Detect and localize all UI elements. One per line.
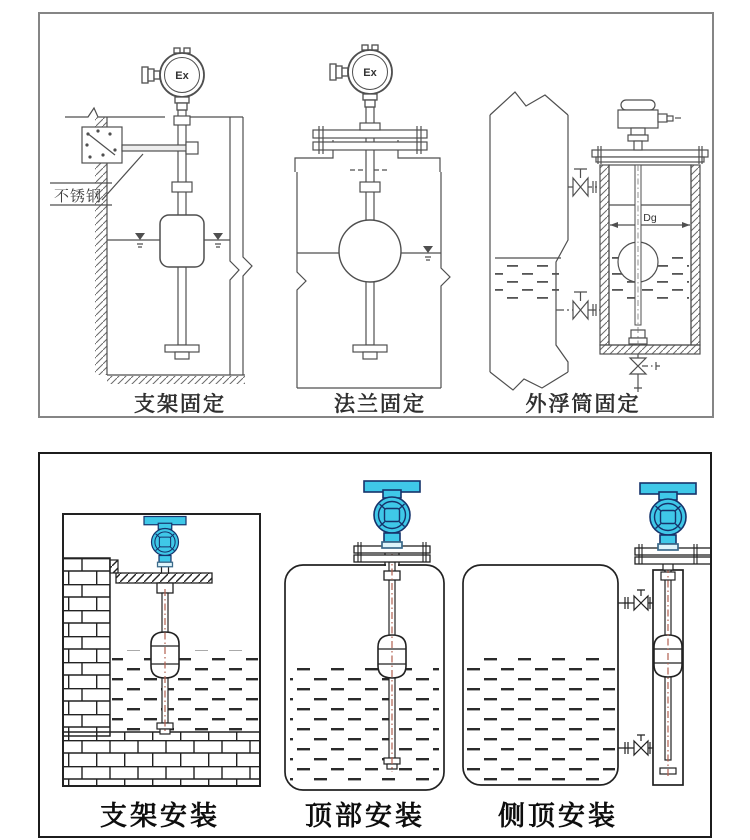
caption-external-chamber-fixing: 外浮筒固定	[525, 393, 641, 416]
bottom-panel-drawing	[40, 454, 710, 836]
figure-side-top-mounting	[463, 483, 710, 785]
top-panel	[38, 12, 714, 418]
top-panel-drawing	[40, 14, 712, 416]
caption-flange-fixing: 法兰固定	[334, 393, 426, 416]
figure-top-mounting	[285, 481, 444, 790]
bottom-panel	[38, 452, 712, 838]
figure-flange-fixing	[295, 45, 450, 388]
figure-bracket-mounting	[63, 514, 260, 786]
caption-top-mounting: 顶部安装	[305, 801, 425, 831]
caption-side-top-mounting: 侧顶安装	[498, 801, 618, 831]
caption-bracket-mounting: 支架安装	[100, 801, 220, 831]
ex-marking-2: Ex	[363, 67, 377, 79]
caption-bracket-fixing: 支架固定	[134, 393, 226, 416]
figure-external-chamber-fixing	[490, 92, 708, 392]
stainless-steel-label: 不锈钢	[54, 188, 103, 205]
figure-bracket-fixing	[50, 48, 252, 384]
diameter-label: Dg	[643, 212, 657, 224]
ex-marking-1: Ex	[175, 70, 189, 82]
